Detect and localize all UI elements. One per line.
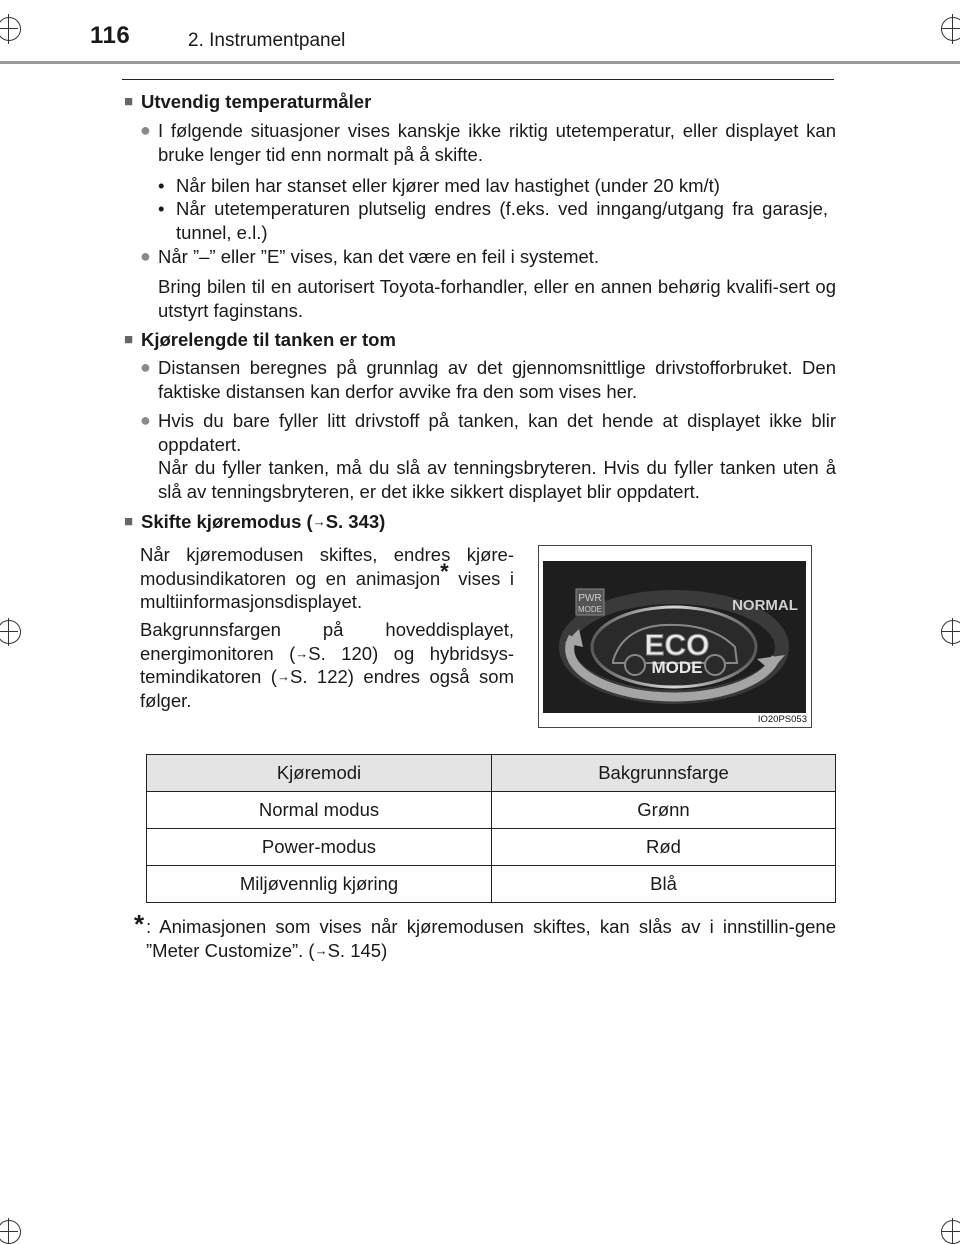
square-bullet-icon: ■ <box>124 93 134 110</box>
pwr-mode-label: MODE <box>578 605 602 614</box>
page-number: 116 <box>90 22 131 49</box>
table-header-cell: Kjøremodi <box>147 755 492 792</box>
header-bar <box>0 61 960 64</box>
section-heading-drive-mode <box>141 510 385 534</box>
round-bullet-icon: ● <box>140 120 151 140</box>
table-row <box>147 866 836 903</box>
dot-bullet-icon: • <box>158 198 165 219</box>
section-rule <box>122 79 834 80</box>
page-reference-link[interactable]: S. 120) og hybridsys-temindikatoren ( <box>140 642 514 687</box>
pwr-label: PWR <box>578 593 602 604</box>
temperature-item-1: I følgende situasjoner vises kanskje ikke riktig utetemperatur, eller displayet kan bruke lenger tid enn normalt på å skifte. <box>158 120 836 165</box>
drive-mode-color-table <box>146 754 836 903</box>
eco-mode-display-figure <box>538 545 812 728</box>
temperature-subitem-1: Når bilen har stanset eller kjører med lav hastighet (under 20 km/t) <box>176 175 720 196</box>
temperature-subitem-2: Når utetemperaturen plutselig endres (f.eks. ved inngang/utgang fra garasje, tunnel, e.l.) <box>176 198 828 243</box>
page-reference-link[interactable]: S. 343) <box>325 511 386 532</box>
table-cell: Blå <box>492 866 836 903</box>
heading-text: Skifte kjøremodus ( <box>141 511 313 532</box>
arrow-icon: → <box>312 514 326 529</box>
table-cell: Miljøvennlig kjøring <box>147 866 492 903</box>
drive-mode-paragraph-1 <box>140 543 514 614</box>
paragraph-text: Bakgrunnsfargen på hoveddisplayet, energimonitoren ( <box>140 619 514 664</box>
eco-label: ECO <box>644 629 710 662</box>
table-cell: Power-modus <box>147 829 492 866</box>
eco-mode-label: MODE <box>651 658 703 677</box>
range-item-2: Hvis du bare fyller litt drivstoff på tanken, kan det hende at displayet ikke blir oppdatert. <box>158 410 836 455</box>
table-row <box>147 792 836 829</box>
section-heading-temperature: Utvendig temperaturmåler <box>141 91 372 112</box>
normal-label: NORMAL <box>732 597 798 614</box>
footnote-star: * <box>440 558 449 584</box>
arrow-icon: → <box>314 942 328 958</box>
round-bullet-icon: ● <box>140 357 151 377</box>
paragraph-text: vises i multiinformasjonsdisplayet. <box>140 567 514 612</box>
round-bullet-icon: ● <box>140 246 151 266</box>
table-header-row <box>147 755 836 792</box>
eco-mode-illustration <box>543 561 806 713</box>
multi-information-display <box>543 561 806 713</box>
table-row <box>147 829 836 866</box>
table-cell: Normal modus <box>147 792 492 829</box>
temperature-item-2: Når ”–” eller ”E” vises, kan det være en feil i systemet. <box>158 246 600 267</box>
page-reference-link[interactable]: S. 122) endres også som følger. <box>140 666 514 711</box>
square-bullet-icon: ■ <box>124 513 134 530</box>
temperature-item-2-continued: Bring bilen til en autorisert Toyota-forhandler, eller en annen behørig kvalifi-sert og utstyrt faginstans. <box>158 276 836 321</box>
square-bullet-icon: ■ <box>124 331 134 348</box>
dot-bullet-icon: • <box>158 175 165 196</box>
range-item-1: Distansen beregnes på grunnlag av det gjennomsnittlige drivstofforbruket. Den faktiske distansen kan derfor avvike fra den som vises her. <box>158 357 836 402</box>
table-header-cell: Bakgrunnsfarge <box>492 755 836 792</box>
table-cell: Rød <box>492 829 836 866</box>
footnote-text: : Animasjonen som vises når kjøremodusen skiftes, kan slås av i innstillin-gene ”Meter Customize”. ( <box>146 916 836 961</box>
round-bullet-icon: ● <box>140 410 151 430</box>
section-heading-range: Kjørelengde til tanken er tom <box>141 329 396 350</box>
arrow-icon: → <box>276 669 290 684</box>
footnote-star: * <box>134 909 145 939</box>
drive-mode-paragraph-2 <box>140 618 514 712</box>
figure-id: IO20PS053 <box>757 714 807 725</box>
chapter-title: 2. Instrumentpanel <box>188 30 346 51</box>
footnote <box>146 915 836 962</box>
table-cell: Grønn <box>492 792 836 829</box>
range-item-2-continued: Når du fyller tanken, må du slå av tenningsbryteren. Hvis du fyller tanken uten å slå av tenningsbryteren, er det ikke sikkert displayet blir oppdatert. <box>158 457 836 502</box>
arrow-icon: → <box>295 645 309 661</box>
page-reference-link[interactable]: S. 145) <box>327 939 388 961</box>
paragraph-text: Når kjøremodusen skiftes, endres kjøre-modusindikatoren og en animasjon <box>140 544 514 589</box>
